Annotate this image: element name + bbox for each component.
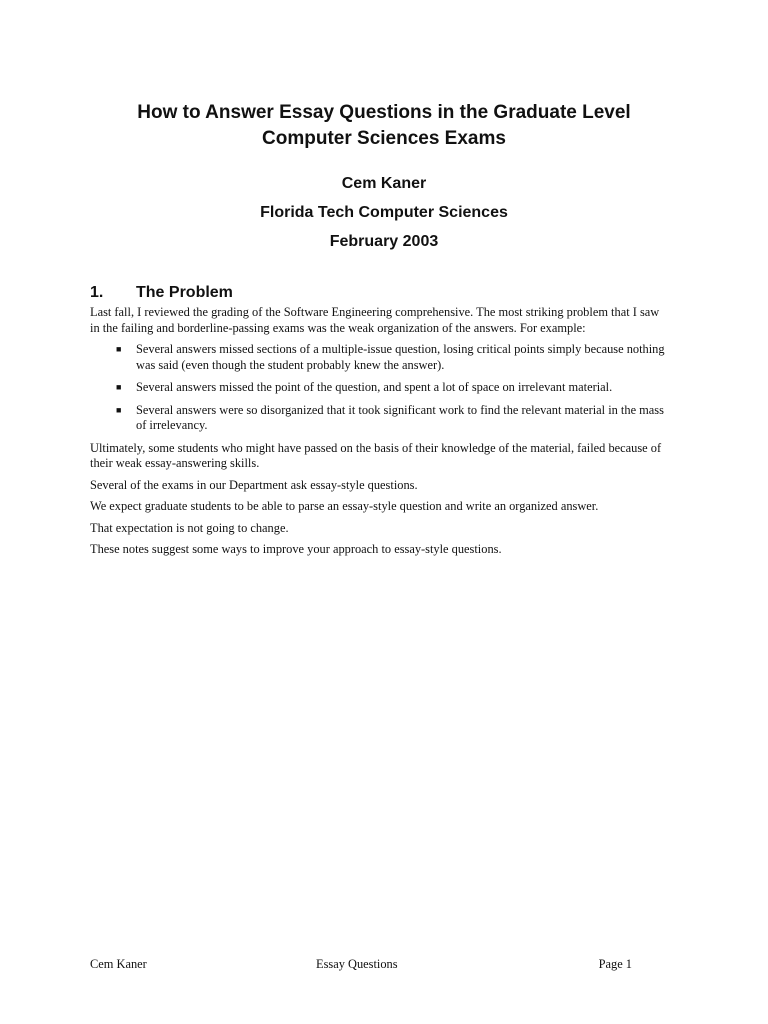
- body-paragraph: Ultimately, some students who might have passed on the basis of their knowledge of the material, failed because of their weak essay-answering skills.: [90, 440, 662, 470]
- footer-author: Cem Kaner: [90, 957, 147, 971]
- list-item-text: Several answers missed sections of a multiple-issue question, losing critical points simply because nothing was said (even though the student probably knew the answer).: [136, 342, 665, 372]
- section-title: The Problem: [136, 284, 233, 301]
- section-body: [90, 305, 670, 564]
- square-bullet-icon: ■: [116, 382, 122, 392]
- section-number: 1.: [90, 284, 104, 301]
- footer-page-number: Page 1: [598, 957, 632, 971]
- list-item: [90, 342, 670, 373]
- list-item-text: Several answers missed the point of the question, and spent a lot of space on irrelevant material.: [136, 380, 613, 394]
- author-affiliation: Florida Tech Computer Sciences: [260, 204, 508, 221]
- square-bullet-icon: ■: [116, 344, 122, 354]
- body-paragraph: We expect graduate students to be able to parse an essay-style question and write an organized answer.: [90, 499, 599, 513]
- intro-paragraph: Last fall, I reviewed the grading of the Software Engineering comprehensive. The most striking problem that I saw in the failing and borderline-passing exams was the weak organization of the answers. For example:: [90, 305, 660, 335]
- body-paragraph: Several of the exams in our Department ask essay-style questions.: [90, 477, 418, 492]
- list-item: [90, 403, 670, 434]
- problem-list: [90, 342, 670, 434]
- document-title: [90, 100, 678, 152]
- title-line-2: Computer Sciences Exams: [262, 128, 506, 149]
- author-name: Cem Kaner: [341, 175, 427, 192]
- title-line-1: How to Answer Essay Questions in the Graduate Level: [137, 102, 631, 123]
- footer-doc-title: Essay Questions: [316, 957, 398, 971]
- list-item-text: Several answers were so disorganized that it took significant work to find the relevant material in the mass of irrelevancy.: [136, 402, 664, 432]
- square-bullet-icon: ■: [116, 404, 122, 415]
- body-paragraph: That expectation is not going to change.: [90, 520, 289, 535]
- section-heading: [90, 283, 233, 303]
- document-date: February 2003: [329, 233, 439, 250]
- body-paragraph: These notes suggest some ways to improve your approach to essay-style questions.: [90, 542, 502, 556]
- list-item: [90, 380, 670, 396]
